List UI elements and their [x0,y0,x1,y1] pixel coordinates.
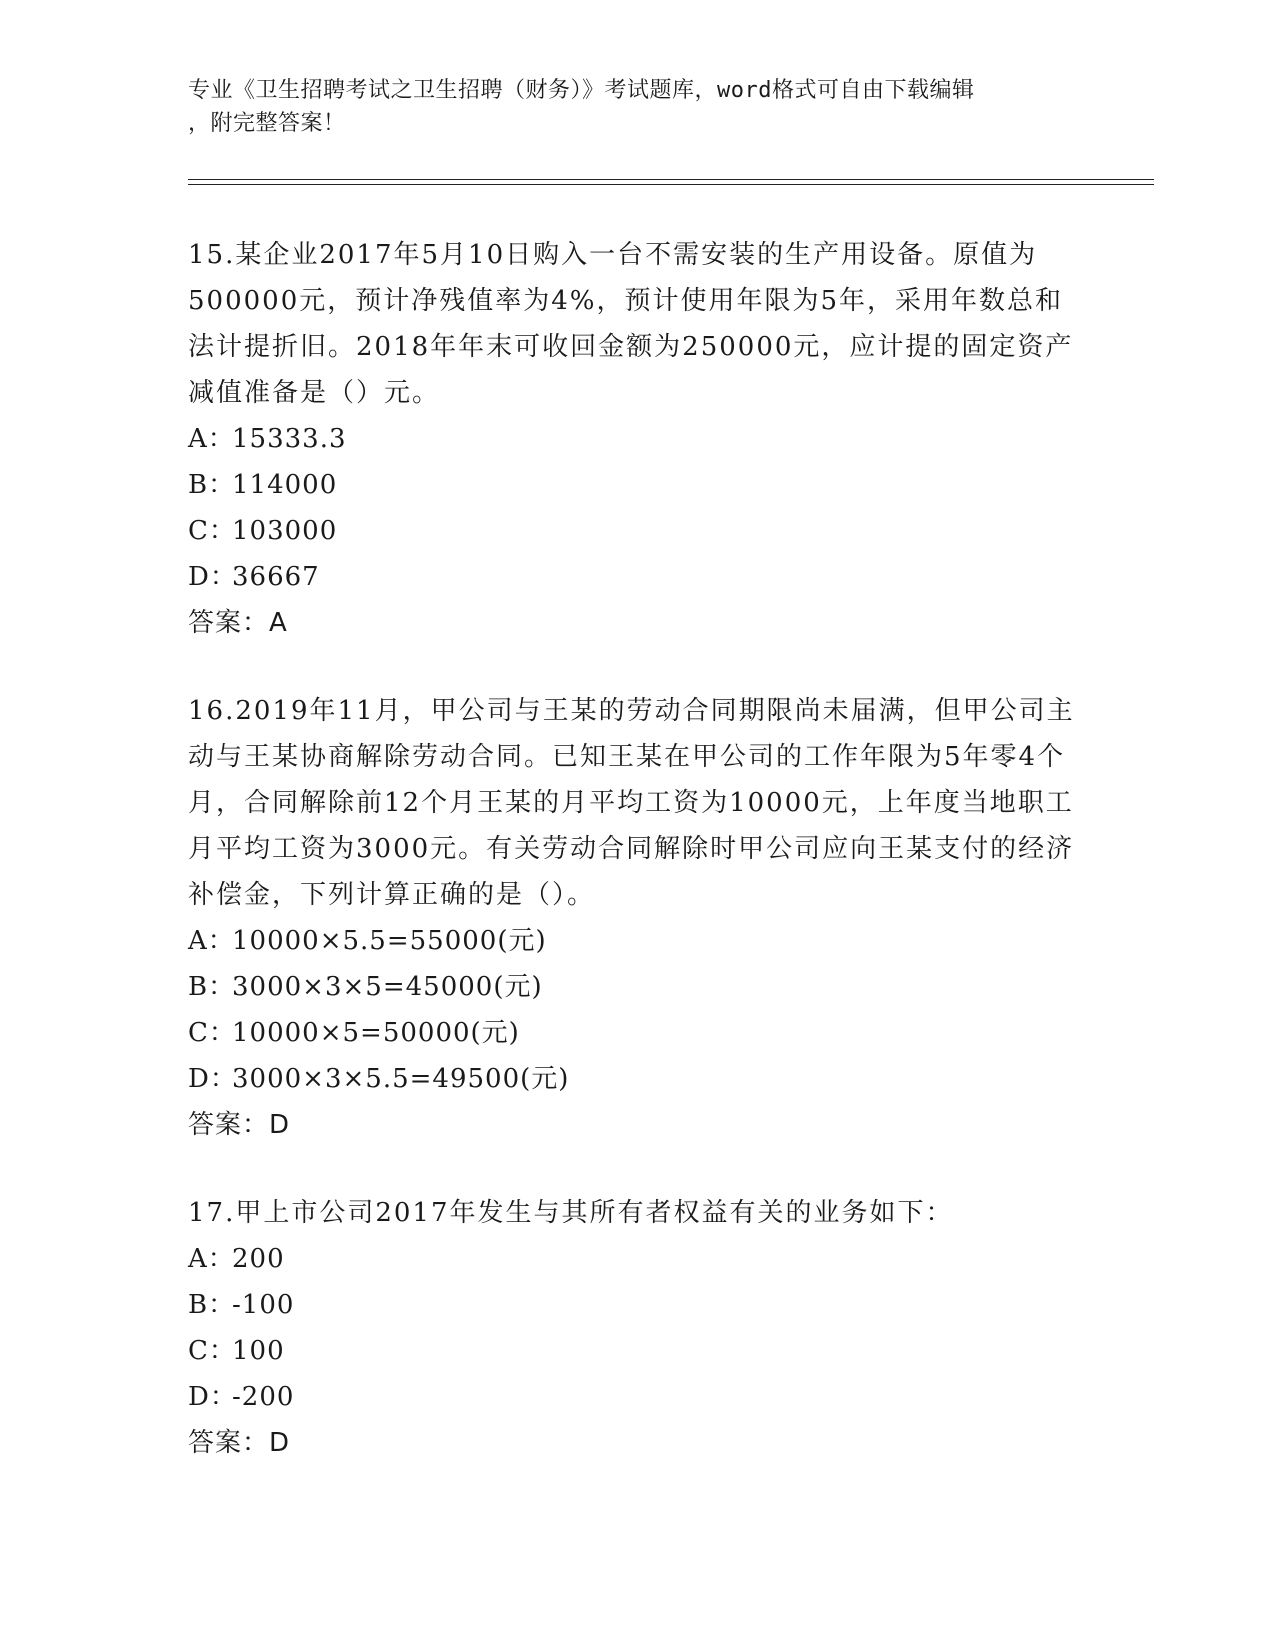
option-text: 10000×5=50000(元) [232,1018,520,1048]
option-text: 103000 [232,516,338,546]
option-d [188,554,1088,600]
option-a [188,1236,1088,1282]
option-text: -200 [232,1382,295,1412]
option-text: -100 [232,1290,295,1320]
question-16 [188,688,1088,1148]
option-letter: A： [188,926,235,956]
option-d [188,1056,1088,1102]
option-text: 15333.3 [232,424,347,454]
option-text: 3000×3×5.5=49500(元) [232,1064,570,1094]
option-letter: A： [188,1244,235,1274]
option-b [188,1282,1088,1328]
question-15 [188,232,1088,646]
option-text: 114000 [232,470,338,500]
option-letter: C： [188,1336,236,1366]
option-b [188,964,1088,1010]
option-a [188,918,1088,964]
option-letter: B： [188,470,236,500]
question-text: 15.某企业2017年5月10日购入一台不需安装的生产用设备。原值为500000元，预计净残值率为4%，预计使用年限为5年，采用年数总和法计提折旧。2018年年末可收回金额为250000元，应计提的固定资产减值准备是（）元。 [188,240,1074,408]
header-divider-bottom [188,184,1154,185]
header-divider-top [188,179,1154,180]
option-d [188,1374,1088,1420]
option-text: 100 [232,1336,285,1366]
question-text: 17.甲上市公司2017年发生与其所有者权益有关的业务如下： [188,1198,954,1228]
option-letter: C： [188,516,236,546]
answer-label: 答案：A [188,608,288,638]
option-text: 10000×5.5=55000(元) [232,926,547,956]
option-text: 3000×3×5=45000(元) [232,972,543,1002]
answer-label: 答案：D [188,1428,291,1458]
option-c [188,1010,1088,1056]
header-line-2: ，附完整答案！ [188,111,346,136]
option-letter: D： [188,1064,237,1094]
option-c [188,508,1088,554]
document-header [188,74,1088,140]
option-text: 36667 [232,562,320,592]
option-letter: A： [188,424,235,454]
option-text: 200 [232,1244,285,1274]
question-text: 16.2019年11月，甲公司与王某的劳动合同期限尚未届满，但甲公司主动与王某协商解除劳动合同。已知王某在甲公司的工作年限为5年零4个月，合同解除前12个月王某的月平均工资为10000元，上年度当地职工月平均工资为3000元。有关劳动合同解除时甲公司应向王某支付的经济补偿金，下列计算正确的是（）。 [188,696,1075,910]
option-letter: D： [188,562,237,592]
option-a [188,416,1088,462]
option-letter: C： [188,1018,236,1048]
option-letter: B： [188,972,236,1002]
option-c [188,1328,1088,1374]
answer-label: 答案：D [188,1110,291,1140]
option-b [188,462,1088,508]
option-letter: B： [188,1290,236,1320]
header-line-1: 专业《卫生招聘考试之卫生招聘（财务）》考试题库，word格式可自由下载编辑 [188,78,975,103]
option-letter: D： [188,1382,237,1412]
question-17 [188,1190,1088,1466]
